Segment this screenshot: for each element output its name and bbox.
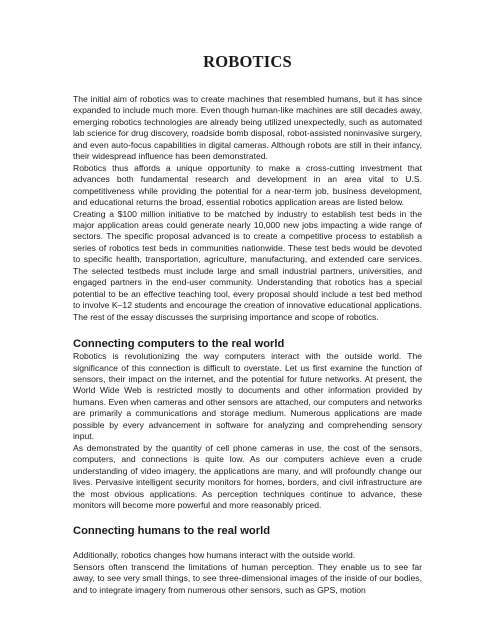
section1-paragraph: Robotics is revolutionizing the way computers interact with the outside world. The significance of this connection is difficult to overstate. Let us first examine the function of sensors, their impact on the internet, and the potential for future networks. At present, the World Wide Web is restricted mostly to documents and other information provided by humans. Even when cameras and other sensors are attached, our computers and networks are primarily a communications and storage medium. Numerous applications are made possible by every advancement in software for analyzing and comprehending sensory input. (73, 351, 422, 442)
intro-paragraph: Creating a $100 million initiative to be matched by industry to establish test beds in the major application areas could generate nearly 10,000 new jobs impacting a wide range of sectors. The specific proposal advanced is to create a competitive process to establish a series of robotics test beds in communities nationwide. These test beds would be devoted to specific health, transportation, agriculture, manufacturing, and extended care services. The selected testbeds must include large and small industrial partners, universities, and engaged partners in the end-user community. Understanding that robotics has a special potential to be an effective teaching tool, every proposal should include a test bed method to involve K–12 students and encourage the creation of innovative educational applications. The rest of the essay discusses the surprising importance and scope of robotics. (73, 208, 422, 322)
section2-paragraph: Additionally, robotics changes how humans interact with the outside world. (73, 550, 356, 561)
section-heading-computers: Connecting computers to the real world (73, 338, 285, 351)
intro-paragraph: The initial aim of robotics was to create machines that resembled humans, but it has since expanded to include much more. Even though human-like machines are still decades away, emerging robotics technologies are already being utilized unexpectedly, such as automated lab science for drug discovery, roadside bomb disposal, robot-assisted noninvasive surgery, and even auto-focus capabilities in digital cameras. Although robots are still in their infancy, their widespread influence has been demonstrated. (73, 94, 422, 162)
intro-paragraph: Robotics thus affords a unique opportunity to make a cross-cutting investment that advances both fundamental research and development in an area vital to U.S. competitiveness while providing the potential for a near-term job, business development, and educational returns the broad, essential robotics application areas are listed below. (73, 162, 422, 208)
section1-paragraph: As demonstrated by the quantity of cell phone cameras in use, the cost of the sensors, computers, and connections is quite low. As our computers achieve even a crude understanding of video imagery, the applications are many, and will profoundly change our lives. Pervasive intelligent security monitors for homes, borders, and civil infrastructure are the most obvious applications. As perception techniques continue to advance, these monitors will become more powerful and more reasonably priced. (73, 442, 422, 510)
section-heading-humans: Connecting humans to the real world (73, 525, 271, 538)
document-title: ROBOTICS (203, 52, 292, 71)
section2-paragraph: Sensors often transcend the limitations of human perception. They enable us to see far away, to see very small things, to see three-dimensional images of the inside of our bodies, and to integrate imagery from numerous other sensors, such as GPS, motion (73, 561, 422, 595)
